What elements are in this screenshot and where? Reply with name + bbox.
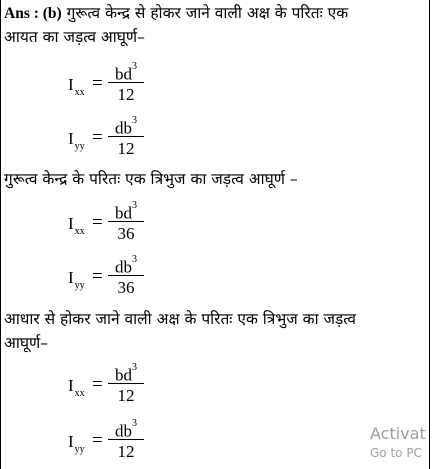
fraction: $db^3$ 12 [108, 418, 144, 462]
formula-rect-iyy [68, 115, 158, 161]
equals-sign: = [92, 266, 103, 287]
formula-tri-iyy [68, 254, 158, 300]
formula-lhs: $I_{yy}$ [68, 432, 85, 455]
equals-sign: = [92, 212, 103, 233]
fraction: $db^3$ 12 [108, 115, 144, 159]
fraction: $bd^3$ 12 [108, 362, 144, 406]
paragraph-3-line-1: आधार से होकर जाने वाली अक्ष के परितः एक त्रिभुज का जड़त्व [4, 310, 357, 328]
paragraph-1-line-1: गुरूत्व केन्द्र से होकर जाने वाली अक्ष के परितः एक [66, 4, 349, 22]
formula-lhs: $I_{xx}$ [68, 214, 85, 237]
formula-base-iyy [68, 418, 158, 464]
formula-rect-ixx [68, 61, 158, 107]
equals-sign: = [92, 127, 103, 148]
paragraph-2: गुरूत्व केन्द्र के परितः एक त्रिभुज का जड़त्व आघूर्ण – [4, 170, 298, 188]
answer-paragraph-1 [4, 2, 348, 25]
formula-tri-ixx [68, 200, 158, 246]
fraction: $bd^3$ 12 [108, 61, 144, 105]
formula-base-ixx [68, 362, 158, 408]
equals-sign: = [92, 430, 103, 451]
fraction: $db^3$ 36 [108, 254, 144, 298]
paragraph-3-line-2: आघूर्ण– [4, 334, 48, 352]
formula-lhs: $I_{yy}$ [68, 268, 85, 291]
fraction: $bd^3$ 36 [108, 200, 144, 244]
activation-watermark: Activat [370, 424, 426, 443]
formula-lhs: $I_{xx}$ [68, 376, 85, 399]
activation-watermark-subtext: Go to PC [370, 446, 422, 460]
formula-lhs: $I_{xx}$ [68, 75, 85, 98]
equals-sign: = [92, 374, 103, 395]
paragraph-1-line-2: आयत का जड़त्व आघूर्ण– [4, 28, 145, 46]
formula-lhs: $I_{yy}$ [68, 129, 85, 152]
answer-label: Ans : (b) [4, 5, 62, 22]
equals-sign: = [92, 73, 103, 94]
